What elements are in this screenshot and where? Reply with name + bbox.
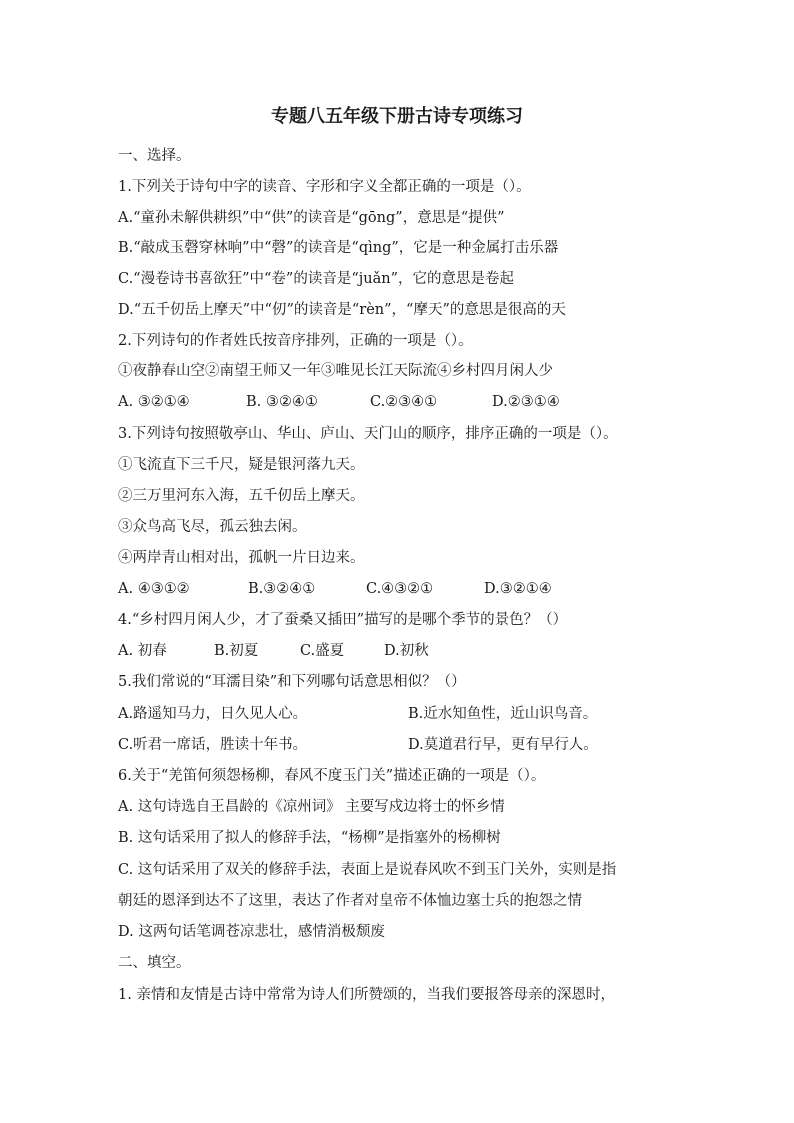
question-2-options [118, 392, 698, 412]
question-6-option-a: A. 这句诗选自王昌龄的《凉州词》 主要写戍边将士的怀乡情 [118, 799, 505, 815]
question-6-option-b: B. 这句话采用了拟人的修辞手法，“杨柳”是指塞外的杨柳树 [118, 830, 501, 846]
question-5-option-d: D.莫道君行早，更有早行人。 [408, 737, 598, 753]
section-heading-fill: 二、填空。 [118, 955, 191, 971]
fill-question-1: 1. 亲情和友情是古诗中常常为诗人们所赞颂的，当我们要报答母亲的深恩时， [118, 987, 615, 1003]
question-1-option-a: A.“童孙未解供耕织”中“供”的读音是“gōng”，意思是“提供” [118, 210, 505, 226]
question-6-option-c-line-1: C. 这句话采用了双关的修辞手法，表面上是说春风吹不到玉门关外，实则是指 [118, 862, 617, 878]
question-2-items: ①夜静春山空②南望王师又一年③唯见长江天际流④乡村四月闲人少 [118, 363, 553, 379]
question-4-option-a: A. 初春 [118, 643, 167, 659]
question-5-option-a: A.路遥知马力，日久见人心。 [118, 706, 308, 722]
question-3-option-a: A. ④③①② [118, 581, 190, 597]
question-2-option-d: D.②③①④ [492, 394, 560, 410]
question-2-stem: 2.下列诗句的作者姓氏按音序排列，正确的一项是（）。 [118, 333, 473, 349]
question-2-option-b: B. ③②④① [246, 394, 318, 410]
question-6-option-c-line-2: 朝廷的恩泽到达不了这里，表达了作者对皇帝不体恤边塞士兵的抱怨之情 [118, 893, 582, 909]
question-3-option-d: D.③②①④ [484, 581, 552, 597]
question-4-option-d: D.初秋 [384, 643, 429, 659]
question-4-options [118, 641, 698, 661]
page-title: 专题八五年级下册古诗专项练习 [271, 106, 523, 127]
question-3-line-4: ④两岸青山相对出，孤帆一片日边来。 [118, 550, 365, 566]
section-heading-choice: 一、选择。 [118, 148, 191, 164]
question-3-option-c: C.④③②① [366, 581, 434, 597]
question-5-options-row-2 [118, 735, 698, 755]
question-3-options [118, 579, 698, 599]
question-3-option-b: B.③②④① [248, 581, 316, 597]
question-1-option-c: C.“漫卷诗书喜欲狂”中“卷”的读音是“juǎn”，它的意思是卷起 [118, 271, 514, 287]
question-6-stem: 6.关于“羌笛何须怨杨柳，春风不度玉门关”描述正确的一项是（）。 [118, 768, 546, 784]
question-3-stem: 3.下列诗句按照敬亭山、华山、庐山、天门山的顺序，排序正确的一项是（）。 [118, 426, 618, 442]
question-2-option-c: C.②③④① [370, 394, 438, 410]
question-1-option-d: D.“五千仞岳上摩天”中“仞”的读音是“rèn”，“摩天”的意思是很高的天 [118, 302, 566, 318]
question-4-option-b: B.初夏 [214, 643, 259, 659]
question-5-stem: 5.我们常说的“耳濡目染”和下列哪句话意思相似？（） [118, 674, 466, 690]
question-5-option-c: C.听君一席话，胜读十年书。 [118, 737, 308, 753]
question-2-option-a: A. ③②①④ [118, 394, 190, 410]
question-6-option-d: D. 这两句话笔调苍凉悲壮，感情消极颓废 [118, 924, 385, 940]
question-1-stem: 1.下列关于诗句中字的读音、字形和字义全都正确的一项是（）。 [118, 179, 531, 195]
question-3-line-3: ③众鸟高飞尽，孤云独去闲。 [118, 519, 307, 535]
question-4-stem: 4.“乡村四月闲人少，才了蚕桑又插田”描写的是哪个季节的景色？（） [118, 612, 568, 628]
question-5-options-row-1 [118, 704, 698, 724]
question-4-option-c: C.盛夏 [300, 643, 345, 659]
question-3-line-2: ②三万里河东入海，五千仞岳上摩天。 [118, 488, 365, 504]
question-3-line-1: ①飞流直下三千尺，疑是银河落九天。 [118, 457, 365, 473]
question-1-option-b: B.“敲成玉磬穿林响”中“磬”的读音是“qìng”，它是一种金属打击乐器 [118, 240, 559, 256]
question-5-option-b: B.近水知鱼性，近山识鸟音。 [408, 706, 598, 722]
